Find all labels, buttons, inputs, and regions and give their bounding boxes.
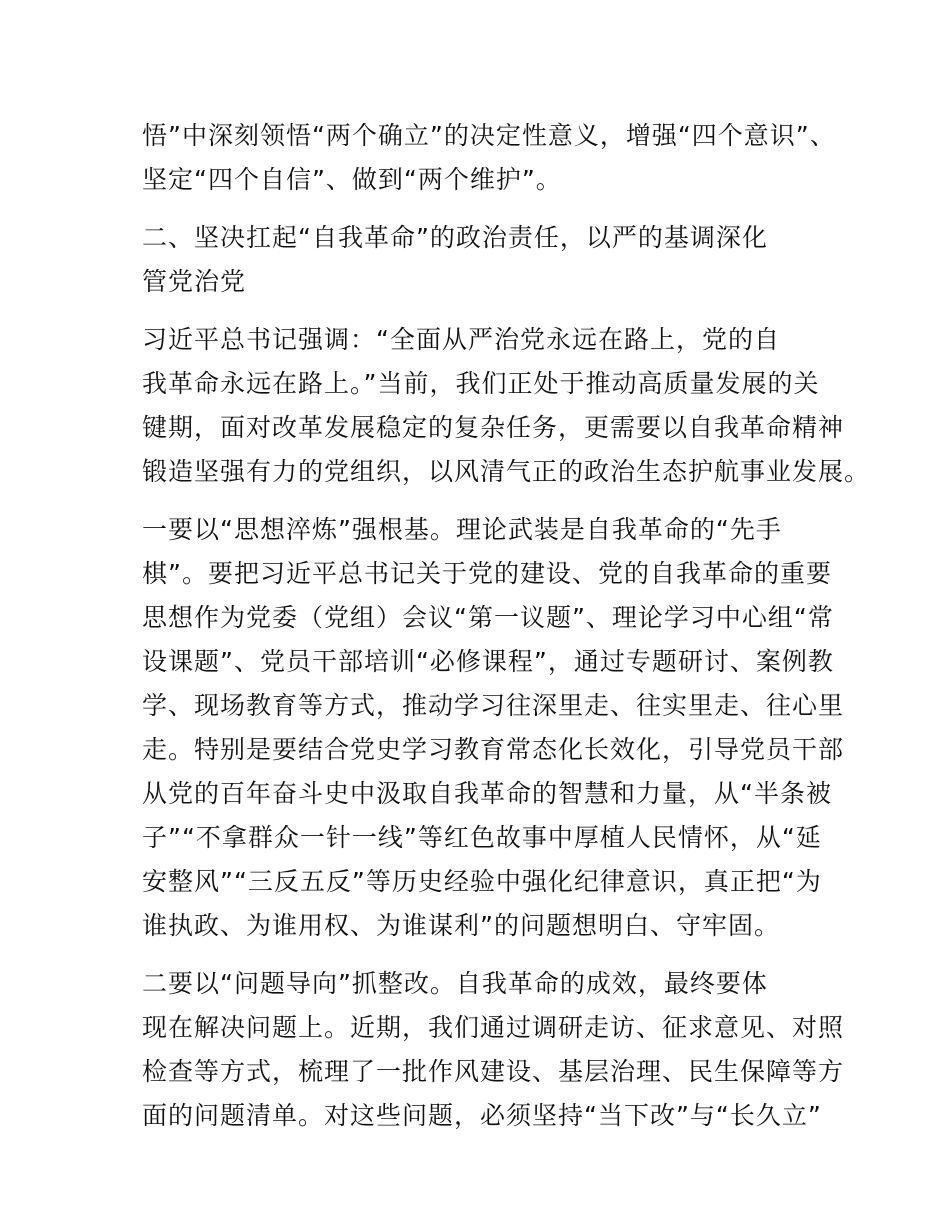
text-line: 现在解决问题上。近期，我们通过调研走访、征求意见、对照 [142, 1013, 845, 1042]
text-line: 面的问题清单。对这些问题，必须坚持“当下改”与“长久立” [142, 1101, 822, 1130]
text-line: 悟”中深刻领悟“两个确立”的决定性意义，增强“四个意识”、 [142, 121, 836, 150]
text-line: 走。特别是要结合党史学习教育常态化长效化，引导党员干部 [142, 735, 845, 764]
text-line: 子”“不拿群众一针一线”等红色故事中厚植人民情怀，从“延 [142, 823, 822, 852]
text-line: 二、坚决扛起“自我革命”的政治责任，以严的基调深化 [142, 223, 768, 252]
text-line: 设课题”、党员干部培训“必修课程”，通过专题研讨、案例教 [142, 647, 834, 676]
text-line: 从党的百年奋斗史中汲取自我革命的智慧和力量，从“半条被 [142, 779, 832, 808]
text-line: 我革命永远在路上。”当前，我们正处于推动高质量发展的关 [142, 369, 820, 398]
paragraph-4 [142, 508, 845, 948]
paragraph-1 [142, 114, 836, 202]
paragraph-3 [142, 318, 871, 494]
text-line: 二要以“问题导向”抓整改。自我革命的成效，最终要体 [142, 969, 768, 998]
text-line: 坚定“四个自信”、做到“两个维护”。 [142, 165, 562, 194]
document-body [142, 114, 871, 1138]
text-line: 思想作为党委（党组）会议“第一议题”、理论学习中心组“常 [142, 603, 834, 632]
text-line: 安整风”“三反五反”等历史经验中强化纪律意识，真正把“为 [142, 867, 822, 896]
section-heading [142, 216, 810, 304]
text-line: 管党治党 [142, 267, 247, 296]
text-line: 谁执政、为谁用权、为谁谋利”的问题想明白、守牢固。 [142, 911, 780, 940]
text-line: 学、现场教育等方式，推动学习往深里走、往实里走、往心里 [142, 691, 845, 720]
text-line: 检查等方式，梳理了一批作风建设、基层治理、民生保障等方 [142, 1057, 845, 1086]
text-line: 一要以“思想淬炼”强根基。理论武装是自我革命的“先手 [142, 515, 782, 544]
text-line: 锻造坚强有力的党组织，以风清气正的政治生态护航事业发展。 [142, 457, 871, 486]
text-line: 习近平总书记强调：“全面从严治党永远在路上，党的自 [142, 325, 780, 354]
text-line: 棋”。要把习近平总书记关于党的建设、党的自我革命的重要 [142, 559, 832, 588]
text-line: 键期，面对改革发展稳定的复杂任务，更需要以自我革命精神 [142, 413, 845, 442]
paragraph-5 [142, 962, 845, 1138]
